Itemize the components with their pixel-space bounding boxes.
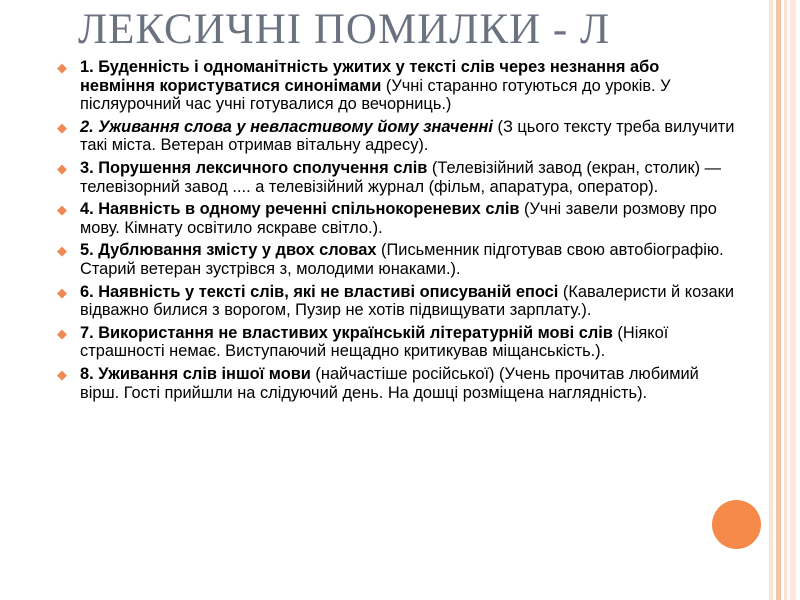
item-heading: 7. Використання не властивих українській літературній мові слів [80, 323, 613, 342]
list-item [56, 58, 736, 114]
slide-title: ЛЕКСИЧНІ ПОМИЛКИ - Л [78, 6, 611, 53]
list-item [56, 241, 736, 278]
item-list [56, 58, 736, 406]
list-item [56, 283, 736, 320]
item-heading: 4. Наявність в одному реченні спільнокореневих слів [80, 200, 520, 219]
item-body: (Учні завели розмову про мову. Кімнату освітило яскраве світло.). [80, 200, 717, 237]
bullet-icon: ◆ [57, 60, 67, 75]
list-item [56, 365, 736, 402]
decorative-circle [712, 500, 761, 549]
bullet-icon: ◆ [57, 325, 67, 341]
item-body: (Ніякої страшності немає. Виступаючий нещадно критикував міщанськість.). [80, 323, 669, 361]
bullet-icon: ◆ [57, 243, 67, 259]
item-heading: 1. Буденність і одноманітність ужитих у тексті слів через незнання або невміння користуватися синонімами [80, 58, 660, 95]
list-item [56, 324, 736, 361]
list-item [56, 159, 736, 196]
item-heading: 3. Порушення лексичного сполучення слів [80, 158, 428, 177]
bullet-icon: ◆ [57, 366, 67, 382]
item-body: (Письменник підготував свою автобіографію. Старий ветеран зустрівся з, молодими юнаками.). [80, 241, 724, 278]
list-item [56, 118, 736, 155]
bullet-icon: ◆ [57, 202, 67, 218]
item-body: (Учні старанно готуються до уроків. У післяурочний час учні готувалися до вечорниць.) [80, 76, 671, 114]
bullet-icon: ◆ [57, 284, 67, 300]
item-body: (З цього тексту треба вилучити такі міста. Ветеран отримав вітальну адресу). [80, 117, 735, 155]
item-body: (Кавалеристи й козаки відважно билися з ворогом, Пузир не хотів підвищувати зарплату.). [80, 282, 734, 320]
item-heading: 2. Уживання слова у невластивому йому значенні [80, 117, 493, 136]
decorative-stripe [784, 0, 787, 600]
bullet-icon: ◆ [57, 119, 67, 135]
item-heading: 8. Уживання слів іншої мови [80, 364, 311, 383]
item-body: (найчастіше російської) (Учень прочитав любимий вірш. Гості прийшли на слідуючий день. На дошці розміщена наглядність). [80, 364, 699, 402]
list-item [56, 200, 736, 237]
decorative-stripe [790, 0, 796, 600]
decorative-stripe [776, 0, 781, 600]
item-heading: 5. Дублювання змісту у двох словах [80, 241, 377, 260]
item-body: (Телевізійний завод (екран, столик) — телевізорний завод .... а телевізійний журнал (фільм, апаратура, оператор). [80, 158, 722, 196]
decorative-stripe [769, 0, 773, 600]
bullet-icon: ◆ [57, 160, 67, 176]
item-heading: 6. Наявність у тексті слів, які не властиві описуваній епосі [80, 282, 559, 301]
